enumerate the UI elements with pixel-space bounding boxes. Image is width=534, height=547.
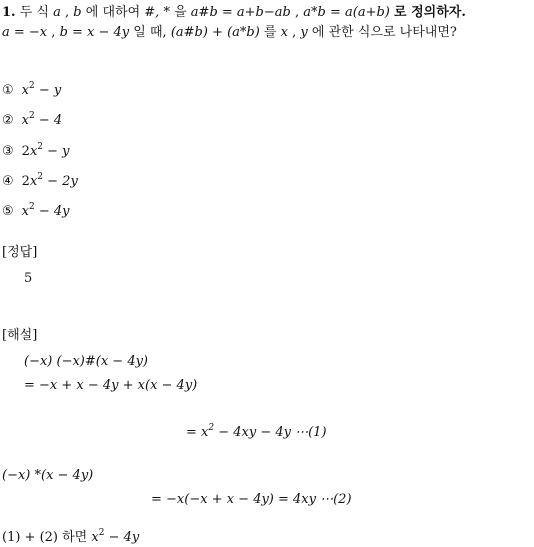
option-3[interactable]: [2, 143, 70, 161]
option-1[interactable]: [2, 82, 61, 100]
question-when: 일 때,: [133, 25, 167, 40]
option-base: x: [29, 174, 38, 189]
option-rest: − 4y: [34, 204, 70, 219]
var-y: y: [300, 25, 308, 40]
question-intro-4: 로 정의하자.: [394, 5, 466, 20]
option-5[interactable]: [2, 203, 70, 221]
solution-line-3-post: − 4xy − 4y ⋯(1): [214, 425, 327, 440]
solution-line-3: [186, 424, 327, 442]
option-exponent: 2: [37, 142, 44, 152]
option-mark: ①: [2, 83, 14, 98]
var-b: b: [73, 5, 82, 20]
option-exponent: 2: [29, 202, 35, 212]
question-tail: 에 관한 식으로 나타내면?: [311, 25, 457, 40]
assign-a: a = −x: [2, 25, 48, 40]
option-base: x: [29, 144, 38, 159]
option-4[interactable]: [2, 173, 78, 191]
definition-star: a*b = a(a+b): [303, 5, 390, 20]
solution-line-2: = −x + x − 4y + x(x − 4y): [24, 378, 198, 393]
question-intro-2: 에 대하여: [85, 5, 141, 20]
option-rest: − 2y: [43, 174, 78, 189]
option-mark: ⑤: [2, 204, 14, 219]
solution-line-5: = −x(−x + x − 4y) = 4xy ⋯(2): [151, 492, 352, 507]
definition-hash: a#b = a+b−ab: [190, 5, 291, 20]
option-base: x: [21, 113, 29, 128]
option-rest: − 4: [34, 113, 63, 128]
option-exponent: 2: [29, 111, 35, 121]
option-coef: 2: [21, 144, 30, 159]
option-2[interactable]: [2, 112, 62, 130]
solution-line-1: (−x) (−x)#(x − 4y): [24, 354, 149, 369]
question-intro-3: 을: [174, 5, 187, 20]
question-intro: 두 식: [19, 5, 49, 20]
operators: #, *: [144, 5, 170, 20]
solution-line-4: (−x) *(x − 4y): [2, 468, 94, 483]
comma: ,: [65, 5, 70, 20]
question-reul: 를: [263, 25, 277, 40]
solution-line-3-pre: = x: [186, 425, 209, 440]
option-exponent: 2: [37, 172, 44, 182]
solution-label: [해설]: [2, 328, 38, 343]
var-x: x: [280, 25, 288, 40]
option-mark: ②: [2, 113, 14, 128]
option-rest: − y: [43, 144, 70, 159]
option-mark: ④: [2, 174, 14, 189]
solution-line-6-exponent: 2: [98, 528, 105, 538]
assign-b: b = x − 4y: [59, 25, 130, 40]
option-rest: − y: [34, 83, 62, 98]
question-line-1: 1. 두 식 a , b 에 대하여 #, * 을 a#b = a+b−ab , a*b = a(a+b) 로 정의하자.: [2, 5, 466, 20]
option-base: x: [21, 204, 29, 219]
question-number: 1.: [2, 5, 16, 20]
question-line-2: a = −x , b = x − 4y 일 때, (a#b) + (a*b) 를 x , y 에 관한 식으로 나타내면?: [2, 25, 457, 40]
target-expression: (a#b) + (a*b): [170, 25, 260, 40]
option-base: x: [21, 83, 29, 98]
solution-line-6-pre: (1) + (2) 하면: [2, 530, 88, 545]
option-exponent: 2: [29, 81, 35, 91]
answer-value: 5: [24, 271, 33, 286]
answer-label: [정답]: [2, 245, 38, 260]
solution-line-6-post: − 4y: [104, 530, 140, 545]
solution-line-6: [2, 529, 139, 547]
option-mark: ③: [2, 144, 14, 159]
solution-line-6-math: x: [91, 530, 99, 545]
var-a: a: [53, 5, 61, 20]
option-coef: 2: [21, 174, 30, 189]
solution-line-3-exponent: 2: [208, 423, 215, 433]
